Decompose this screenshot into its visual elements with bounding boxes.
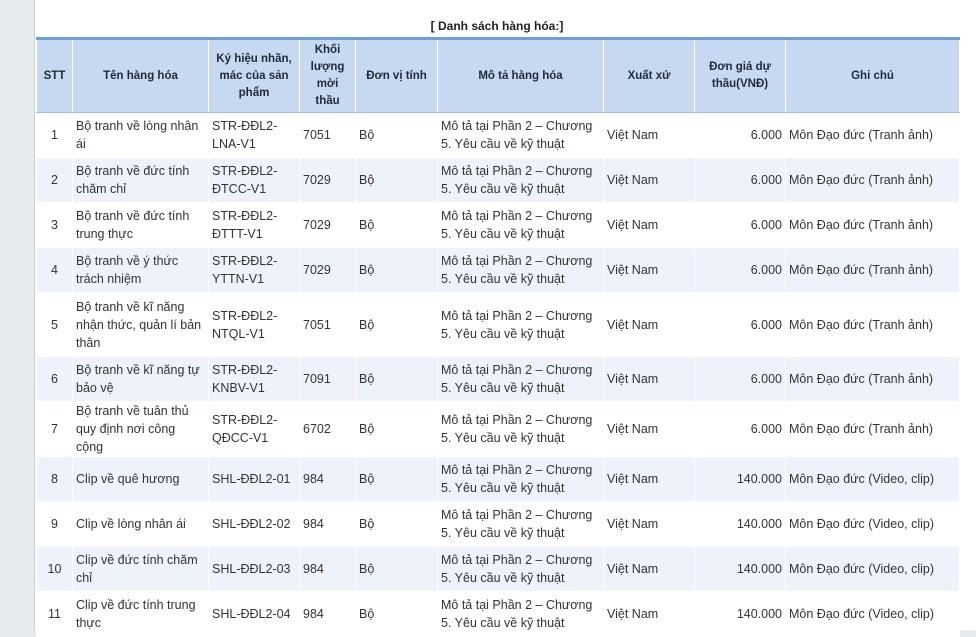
cell-desc: Mô tả tại Phần 2 – Chương 5. Yêu cầu về kỹ thuật bbox=[438, 357, 604, 402]
cell-name: Bộ tranh về ý thức trách nhiệm bbox=[73, 248, 209, 293]
cell-note: Môn Đạo đức (Video, clip) bbox=[786, 457, 960, 502]
cell-price: 6.000 bbox=[695, 113, 786, 158]
cell-stt: 1 bbox=[37, 113, 73, 158]
cell-price: 6.000 bbox=[695, 158, 786, 203]
cell-desc: Mô tả tại Phần 2 – Chương 5. Yêu cầu về kỹ thuật bbox=[438, 502, 604, 547]
table-row bbox=[37, 158, 960, 203]
cell-note: Môn Đạo đức (Tranh ảnh) bbox=[786, 293, 960, 357]
cell-qty: 984 bbox=[300, 502, 356, 547]
cell-stt: 9 bbox=[37, 502, 73, 547]
cell-note: Môn Đạo đức (Tranh ảnh) bbox=[786, 203, 960, 248]
cell-unit: Bộ bbox=[356, 402, 438, 457]
column-header-desc: Mô tả hàng hóa bbox=[438, 39, 604, 113]
cell-desc: Mô tả tại Phần 2 – Chương 5. Yêu cầu về kỹ thuật bbox=[438, 402, 604, 457]
table-row bbox=[37, 402, 960, 457]
cell-name: Bộ tranh về tuân thủ quy định nơi công cộng bbox=[73, 402, 209, 457]
cell-desc: Mô tả tại Phần 2 – Chương 5. Yêu cầu về kỹ thuật bbox=[438, 113, 604, 158]
cell-desc: Mô tả tại Phần 2 – Chương 5. Yêu cầu về kỹ thuật bbox=[438, 248, 604, 293]
cell-origin: Việt Nam bbox=[604, 592, 695, 637]
cell-code: STR-ĐĐL2-LNA-V1 bbox=[209, 113, 300, 158]
cell-qty: 6702 bbox=[300, 402, 356, 457]
column-header-price: Đơn giá dự thầu(VNĐ) bbox=[695, 39, 786, 113]
cell-note: Môn Đạo đức (Video, clip) bbox=[786, 592, 960, 637]
cell-note: Môn Đạo đức (Video, clip) bbox=[786, 502, 960, 547]
cell-qty: 7029 bbox=[300, 158, 356, 203]
cell-stt: 3 bbox=[37, 203, 73, 248]
cell-unit: Bộ bbox=[356, 293, 438, 357]
cell-code: STR-ĐĐL2-NTQL-V1 bbox=[209, 293, 300, 357]
cell-price: 140.000 bbox=[695, 502, 786, 547]
cell-name: Bộ tranh về kĩ năng nhận thức, quản lí bản thân bbox=[73, 293, 209, 357]
cell-code: SHL-ĐĐL2-02 bbox=[209, 502, 300, 547]
table-row bbox=[37, 113, 960, 158]
cell-stt: 10 bbox=[37, 547, 73, 592]
cell-origin: Việt Nam bbox=[604, 547, 695, 592]
cell-qty: 7029 bbox=[300, 248, 356, 293]
cell-qty: 984 bbox=[300, 547, 356, 592]
cell-stt: 8 bbox=[37, 457, 73, 502]
cell-price: 6.000 bbox=[695, 203, 786, 248]
cell-desc: Mô tả tại Phần 2 – Chương 5. Yêu cầu về kỹ thuật bbox=[438, 592, 604, 637]
table-row bbox=[37, 457, 960, 502]
cell-price: 6.000 bbox=[695, 248, 786, 293]
cell-note: Môn Đạo đức (Tranh ảnh) bbox=[786, 158, 960, 203]
table-row bbox=[37, 203, 960, 248]
cell-stt: 5 bbox=[37, 293, 73, 357]
cell-price: 140.000 bbox=[695, 592, 786, 637]
cell-origin: Việt Nam bbox=[604, 158, 695, 203]
cell-price: 6.000 bbox=[695, 293, 786, 357]
column-header-code: Ký hiệu nhãn, mác của sản phẩm bbox=[209, 39, 300, 113]
cell-unit: Bộ bbox=[356, 158, 438, 203]
cell-name: Clip về quê hương bbox=[73, 457, 209, 502]
cell-unit: Bộ bbox=[356, 357, 438, 402]
cell-origin: Việt Nam bbox=[604, 402, 695, 457]
goods-table bbox=[36, 37, 960, 637]
cell-code: STR-ĐĐL2-YTTN-V1 bbox=[209, 248, 300, 293]
cell-price: 140.000 bbox=[695, 457, 786, 502]
cell-code: SHL-ĐĐL2-03 bbox=[209, 547, 300, 592]
cell-desc: Mô tả tại Phần 2 – Chương 5. Yêu cầu về kỹ thuật bbox=[438, 457, 604, 502]
cell-price: 6.000 bbox=[695, 402, 786, 457]
cell-origin: Việt Nam bbox=[604, 248, 695, 293]
cell-name: Clip về lòng nhân ái bbox=[73, 502, 209, 547]
document-page bbox=[34, 0, 976, 630]
table-row bbox=[37, 502, 960, 547]
cell-price: 140.000 bbox=[695, 547, 786, 592]
cell-desc: Mô tả tại Phần 2 – Chương 5. Yêu cầu về kỹ thuật bbox=[438, 293, 604, 357]
cell-origin: Việt Nam bbox=[604, 502, 695, 547]
column-header-origin: Xuất xứ bbox=[604, 39, 695, 113]
cell-unit: Bộ bbox=[356, 457, 438, 502]
cell-code: STR-ĐĐL2-KNBV-V1 bbox=[209, 357, 300, 402]
cell-name: Bộ tranh về đức tính trung thực bbox=[73, 203, 209, 248]
cell-note: Môn Đạo đức (Tranh ảnh) bbox=[786, 248, 960, 293]
cell-desc: Mô tả tại Phần 2 – Chương 5. Yêu cầu về kỹ thuật bbox=[438, 203, 604, 248]
cell-note: Môn Đạo đức (Tranh ảnh) bbox=[786, 357, 960, 402]
cell-qty: 7051 bbox=[300, 293, 356, 357]
cell-stt: 6 bbox=[37, 357, 73, 402]
cell-code: SHL-ĐĐL2-01 bbox=[209, 457, 300, 502]
column-header-unit: Đơn vị tính bbox=[356, 39, 438, 113]
cell-name: Bộ tranh về kĩ năng tự bảo vệ bbox=[73, 357, 209, 402]
cell-stt: 4 bbox=[37, 248, 73, 293]
cell-origin: Việt Nam bbox=[604, 203, 695, 248]
cell-qty: 984 bbox=[300, 592, 356, 637]
cell-origin: Việt Nam bbox=[604, 113, 695, 158]
cell-stt: 2 bbox=[37, 158, 73, 203]
cell-stt: 11 bbox=[37, 592, 73, 637]
cell-unit: Bộ bbox=[356, 547, 438, 592]
table-header-row bbox=[37, 39, 960, 113]
cell-qty: 7091 bbox=[300, 357, 356, 402]
cell-origin: Việt Nam bbox=[604, 357, 695, 402]
cell-code: STR-ĐĐL2-ĐTCC-V1 bbox=[209, 158, 300, 203]
column-header-stt: STT bbox=[37, 39, 73, 113]
column-header-note: Ghi chú bbox=[786, 39, 960, 113]
column-header-qty: Khối lượng mời thầu bbox=[300, 39, 356, 113]
cell-name: Bộ tranh về đức tính chăm chỉ bbox=[73, 158, 209, 203]
table-row bbox=[37, 547, 960, 592]
cell-origin: Việt Nam bbox=[604, 293, 695, 357]
cell-origin: Việt Nam bbox=[604, 457, 695, 502]
cell-price: 6.000 bbox=[695, 357, 786, 402]
cell-name: Clip về đức tính chăm chỉ bbox=[73, 547, 209, 592]
column-header-name: Tên hàng hóa bbox=[73, 39, 209, 113]
cell-code: STR-ĐĐL2-QĐCC-V1 bbox=[209, 402, 300, 457]
cell-note: Môn Đạo đức (Tranh ảnh) bbox=[786, 113, 960, 158]
cell-qty: 984 bbox=[300, 457, 356, 502]
cell-qty: 7029 bbox=[300, 203, 356, 248]
table-caption: [ Danh sách hàng hóa:] bbox=[430, 19, 564, 33]
cell-desc: Mô tả tại Phần 2 – Chương 5. Yêu cầu về kỹ thuật bbox=[438, 158, 604, 203]
cell-unit: Bộ bbox=[356, 113, 438, 158]
table-row bbox=[37, 248, 960, 293]
cell-note: Môn Đạo đức (Tranh ảnh) bbox=[786, 402, 960, 457]
cell-code: SHL-ĐĐL2-04 bbox=[209, 592, 300, 637]
cell-desc: Mô tả tại Phần 2 – Chương 5. Yêu cầu về kỹ thuật bbox=[438, 547, 604, 592]
cell-note: Môn Đạo đức (Video, clip) bbox=[786, 547, 960, 592]
cell-unit: Bộ bbox=[356, 248, 438, 293]
cell-name: Clip về đức tính trung thực bbox=[73, 592, 209, 637]
cell-unit: Bộ bbox=[356, 592, 438, 637]
cell-name: Bộ tranh về lòng nhân ái bbox=[73, 113, 209, 158]
cell-stt: 7 bbox=[37, 402, 73, 457]
table-row bbox=[37, 357, 960, 402]
cell-unit: Bộ bbox=[356, 502, 438, 547]
cell-unit: Bộ bbox=[356, 203, 438, 248]
cell-qty: 7051 bbox=[300, 113, 356, 158]
table-row bbox=[37, 293, 960, 357]
cell-code: STR-ĐĐL2-ĐTTT-V1 bbox=[209, 203, 300, 248]
